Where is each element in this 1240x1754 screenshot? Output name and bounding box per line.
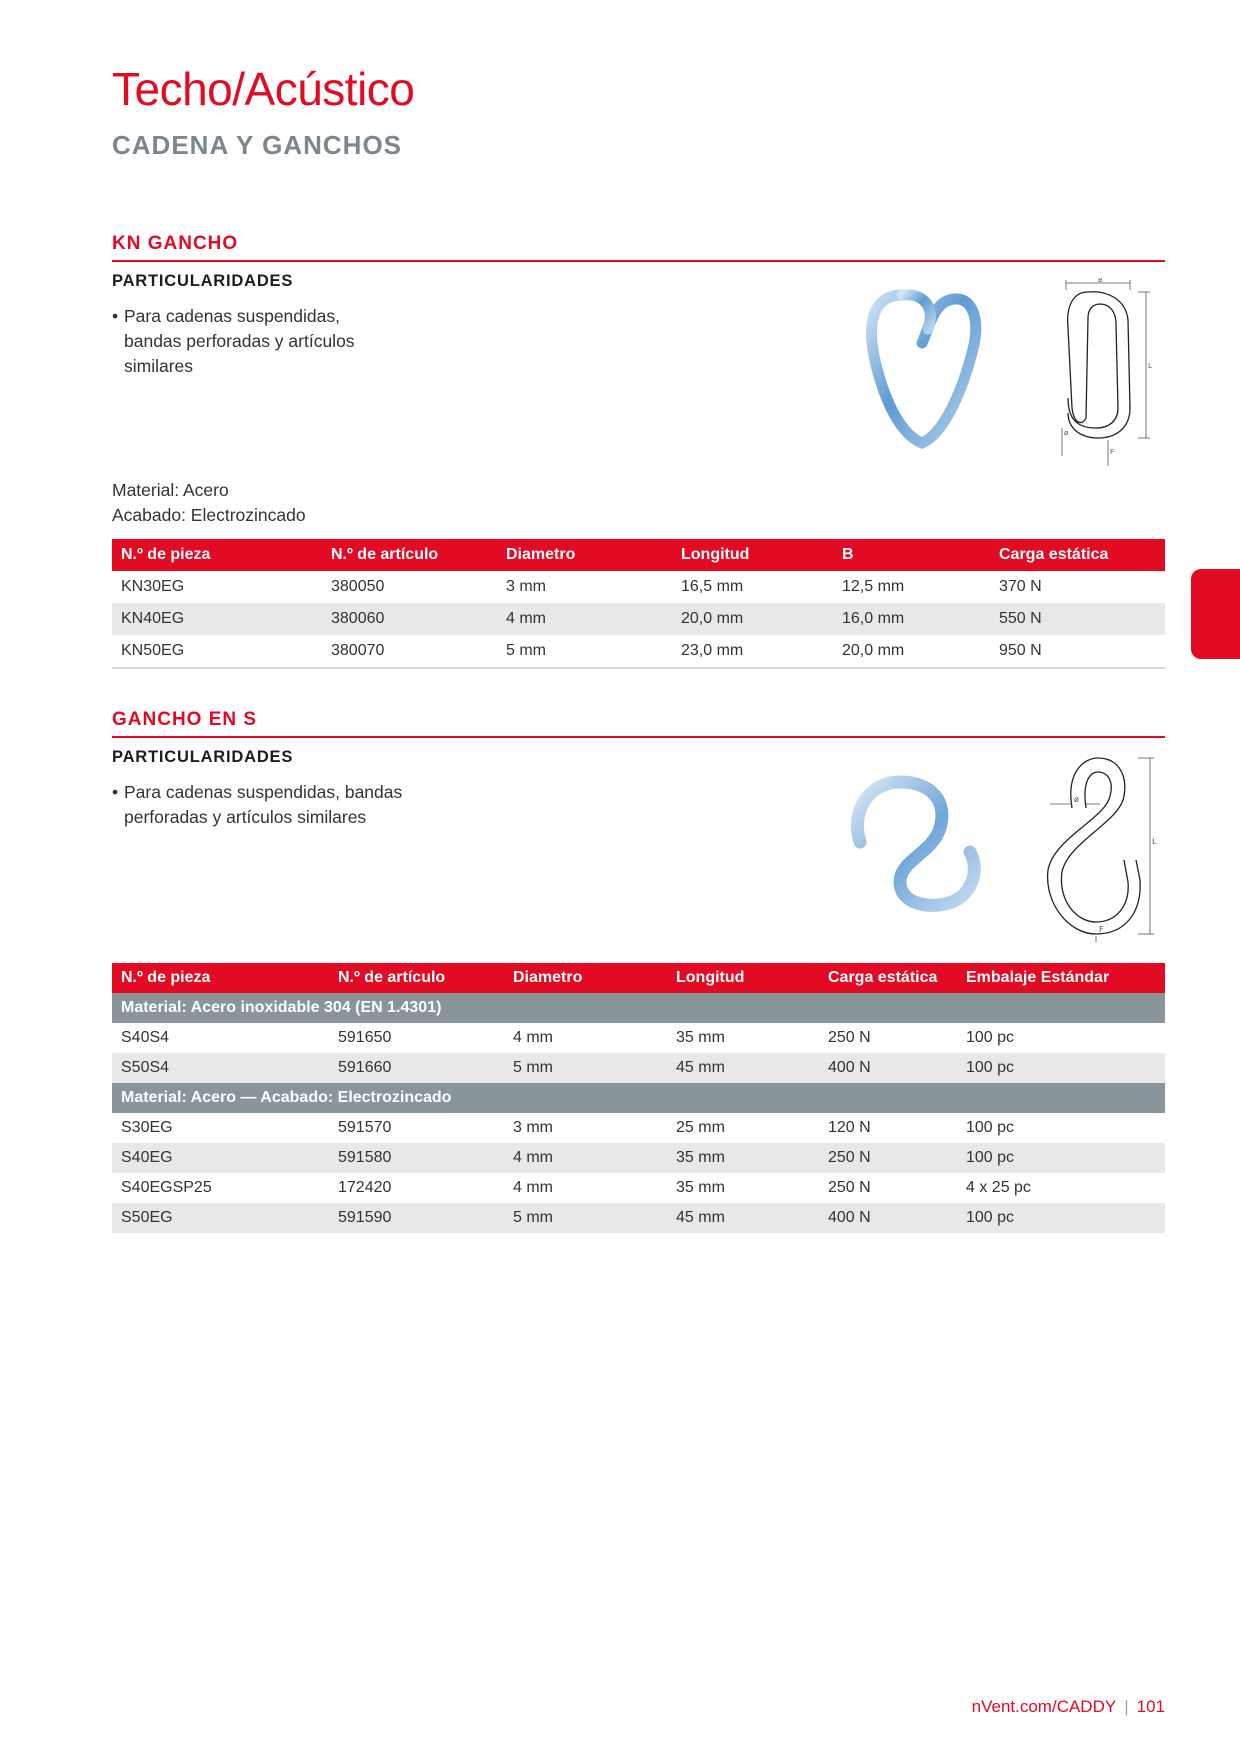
s-hook-drawing <box>1040 752 1160 942</box>
dim-d-label: ø <box>1064 429 1069 437</box>
table-cell: 100 pc <box>957 1143 1165 1173</box>
table-cell: 4 mm <box>513 1179 553 1196</box>
dim-l-label: L <box>1152 837 1157 846</box>
table-row <box>112 635 1165 668</box>
table-cell: 3 mm <box>506 578 546 595</box>
table-cell: 591660 <box>329 1053 504 1083</box>
table-cell: 45 mm <box>667 1053 819 1083</box>
group-label: Material: Acero — Acabado: Electrozincado <box>112 1083 1165 1113</box>
page-title: Techo/Acústico <box>112 63 415 115</box>
col-header: Longitud <box>667 963 819 993</box>
table-cell: 250 N <box>819 1143 957 1173</box>
col-header: Carga estática <box>819 963 957 993</box>
table-row <box>112 1203 1165 1233</box>
group-label: Material: Acero inoxidable 304 (EN 1.4301) <box>112 993 1165 1023</box>
bullet-text: Para cadenas suspendidas, bandas perforadas y artículos similares <box>124 782 403 827</box>
table-cell: 4 mm <box>497 603 672 635</box>
table-cell: 370 N <box>999 578 1042 595</box>
bullet-text: Para cadenas suspendidas, bandas perforadas y artículos similares <box>124 306 355 376</box>
col-header: Diametro <box>504 963 667 993</box>
dim-l-label: L <box>1148 362 1152 370</box>
table-cell: 3 mm <box>513 1119 553 1136</box>
table-cell: 4 mm <box>504 1143 667 1173</box>
table-cell: 380060 <box>322 603 497 635</box>
table-cell: 120 N <box>828 1119 871 1136</box>
table-cell: 5 mm <box>504 1203 667 1233</box>
table-group-row <box>112 1083 1165 1113</box>
section-title-kn-gancho: KN GANCHO <box>112 233 239 254</box>
kn-gancho-table <box>112 539 1165 669</box>
table-cell: 591580 <box>329 1143 504 1173</box>
table-row <box>112 603 1165 635</box>
table-cell: 380050 <box>331 578 385 595</box>
feature-bullet <box>112 304 402 379</box>
footer-separator: | <box>1124 1697 1129 1716</box>
table-cell: 4 mm <box>513 1029 553 1046</box>
kn-hook-photo <box>862 285 992 455</box>
table-cell: 172420 <box>338 1179 392 1196</box>
table-cell: 35 mm <box>676 1179 725 1196</box>
col-header: N.º de pieza <box>112 963 329 993</box>
table-cell: 5 mm <box>504 1053 667 1083</box>
table-cell: 25 mm <box>676 1119 725 1136</box>
table-cell: 100 pc <box>966 1119 1015 1136</box>
table-cell: 950 N <box>990 635 1165 668</box>
dim-f-label: F <box>1099 925 1104 934</box>
table-cell: 35 mm <box>676 1029 725 1046</box>
table-row <box>112 1113 1165 1143</box>
table-cell: 100 pc <box>957 1203 1165 1233</box>
page-number: 101 <box>1136 1697 1165 1716</box>
section-title-gancho-en-s: GANCHO EN S <box>112 709 258 730</box>
table-cell: 550 N <box>990 603 1165 635</box>
table-row <box>112 1143 1165 1173</box>
table-row <box>112 1023 1165 1053</box>
footer-site-link[interactable]: nVent.com/CADDY <box>971 1697 1117 1716</box>
table-cell: 380070 <box>322 635 497 668</box>
col-header: Embalaje Estándar <box>957 963 1165 993</box>
table-cell: 12,5 mm <box>842 578 905 595</box>
chapter-tab <box>1191 569 1240 659</box>
table-cell: S40EGSP25 <box>121 1179 212 1196</box>
table-cell: 591590 <box>329 1203 504 1233</box>
col-header: N.º de pieza <box>112 539 322 571</box>
table-cell: S50EG <box>112 1203 329 1233</box>
table-cell: 20,0 mm <box>672 603 833 635</box>
table-cell: KN50EG <box>112 635 322 668</box>
col-header: N.º de artículo <box>329 963 504 993</box>
table-cell: 16,0 mm <box>833 603 990 635</box>
table-cell: 35 mm <box>667 1143 819 1173</box>
material-info <box>112 478 306 528</box>
table-cell: 23,0 mm <box>672 635 833 668</box>
s-hook-photo <box>840 770 1020 920</box>
table-cell: S40S4 <box>121 1029 170 1046</box>
table-cell: 5 mm <box>497 635 672 668</box>
table-cell: S30EG <box>121 1119 173 1136</box>
table-cell: 16,5 mm <box>681 578 744 595</box>
table-header-row <box>112 539 1165 571</box>
page-footer <box>972 1697 1165 1717</box>
kn-hook-drawing <box>1058 278 1158 468</box>
table-cell: 4 x 25 pc <box>966 1179 1031 1196</box>
table-cell: S40EG <box>112 1143 329 1173</box>
table-cell: 100 pc <box>966 1029 1015 1046</box>
col-header: Longitud <box>672 539 833 571</box>
dim-d-label: ø <box>1074 795 1079 804</box>
dim-b-label: B <box>1098 278 1103 284</box>
bullet-dot: • <box>112 306 119 326</box>
table-cell: 45 mm <box>667 1203 819 1233</box>
table-cell: 250 N <box>828 1029 871 1046</box>
bullet-dot: • <box>112 782 119 802</box>
table-group-row <box>112 993 1165 1023</box>
table-cell: KN30EG <box>121 578 185 595</box>
table-row <box>112 571 1165 603</box>
table-cell: 591570 <box>338 1119 392 1136</box>
col-header: Carga estática <box>990 539 1165 571</box>
col-header: B <box>833 539 990 571</box>
dim-f-label: F <box>1110 448 1115 456</box>
table-cell: 400 N <box>819 1203 957 1233</box>
page-subtitle: CADENA Y GANCHOS <box>112 130 403 160</box>
table-cell: 250 N <box>828 1179 871 1196</box>
table-header-row <box>112 963 1165 993</box>
table-cell: S50S4 <box>112 1053 329 1083</box>
table-cell: 591650 <box>338 1029 392 1046</box>
section-divider <box>112 736 1165 738</box>
table-cell: 20,0 mm <box>833 635 990 668</box>
table-cell: KN40EG <box>112 603 322 635</box>
features-heading: PARTICULARIDADES <box>112 272 294 290</box>
table-cell: 100 pc <box>957 1053 1165 1083</box>
feature-bullet <box>112 780 442 830</box>
col-header: Diametro <box>497 539 672 571</box>
features-heading: PARTICULARIDADES <box>112 748 294 766</box>
material-text: Material: Acero <box>112 480 229 500</box>
section-divider <box>112 260 1165 262</box>
col-header: N.º de artículo <box>322 539 497 571</box>
table-cell: 400 N <box>819 1053 957 1083</box>
gancho-en-s-table <box>112 963 1165 1233</box>
table-row <box>112 1053 1165 1083</box>
table-row <box>112 1173 1165 1203</box>
finish-text: Acabado: Electrozincado <box>112 505 306 525</box>
